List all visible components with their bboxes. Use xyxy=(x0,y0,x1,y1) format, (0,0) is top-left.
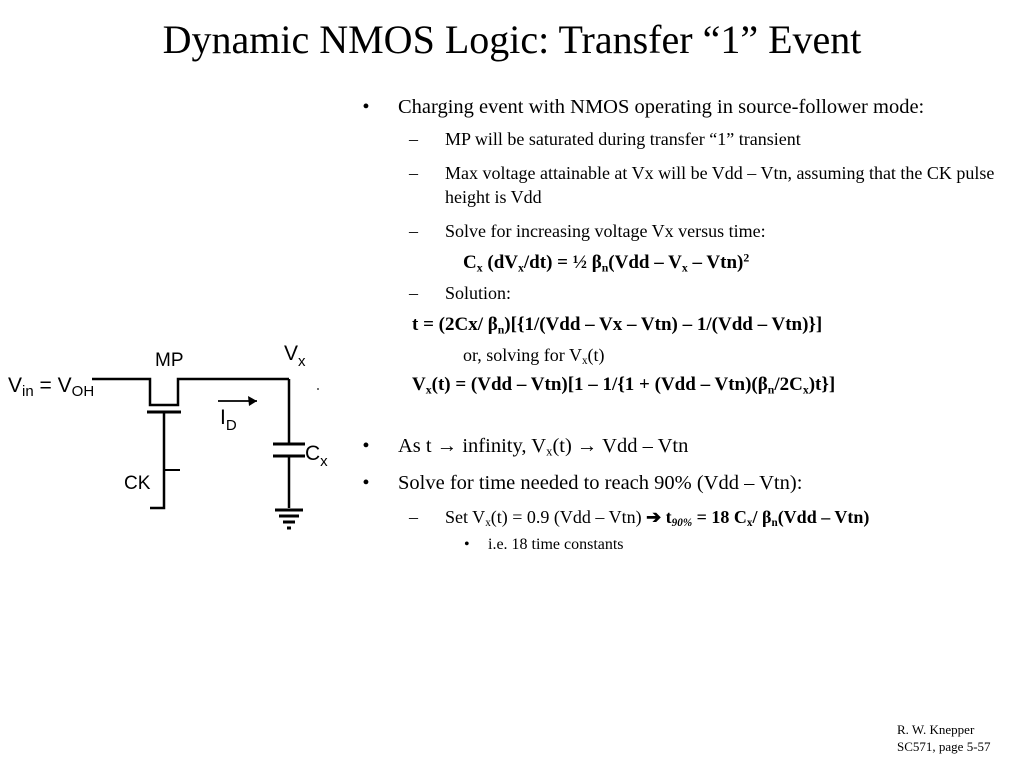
vin-label: Vin = VOH xyxy=(8,374,95,400)
bullet-text: Solve for time needed to reach 90% (Vdd – Vtn): xyxy=(398,472,803,494)
slide-title: Dynamic NMOS Logic: Transfer “1” Event xyxy=(162,17,862,62)
sub-bullet-text: Solve for increasing voltage Vx versus time: xyxy=(445,221,766,241)
scan-speck xyxy=(317,388,319,390)
slide-content xyxy=(356,94,1006,556)
ck-pulse xyxy=(150,470,180,508)
dash-marker: – xyxy=(409,163,418,183)
sub-bullet-text: Solution: xyxy=(445,283,512,303)
dash-marker: – xyxy=(409,221,418,241)
bullet-marker: • xyxy=(464,536,470,553)
bullet-marker: • xyxy=(362,435,370,457)
bullet-solve-time xyxy=(356,470,1006,497)
sub-bullet-set-vx xyxy=(356,505,1006,529)
sub-bullet-max-voltage xyxy=(356,161,1006,209)
footer-author: R. W. Knepper xyxy=(897,722,975,737)
arrow-icon: → xyxy=(436,435,458,457)
footer-page: SC571, page 5-57 xyxy=(897,739,991,754)
bullet-marker: • xyxy=(362,472,370,494)
sub-bullet-solve-increasing xyxy=(356,219,1006,243)
sub-bullet-solution xyxy=(356,281,1006,305)
dash-marker: – xyxy=(409,283,418,303)
bullet-charging-event xyxy=(356,94,1006,121)
sub-bullet-text: Set $V_x(t) = 0.9$ (Vdd – Vtn) ➔ $t_{90\%} = 18$ $C_x/$ $\beta_n(Vdd - Vtn)$ xyxy=(445,507,870,530)
sub-sub-bullet-time-constants xyxy=(356,534,1006,556)
dash-marker: – xyxy=(409,507,418,527)
differential-equation: $C_x$ $(dV_x/dt)$ = ½ $\beta_n(Vdd - V_x - Vtn)^2$ xyxy=(463,251,750,275)
arrow-icon: → xyxy=(576,435,598,457)
input-wire xyxy=(92,379,289,405)
bullet-marker: • xyxy=(362,96,370,118)
id-label: $I_D$ xyxy=(220,406,237,434)
sub-bullet-text: MP will be saturated during transfer “1” transient xyxy=(445,129,801,149)
vx-label: $V_x$ xyxy=(284,342,306,370)
time-solution-equation: t = (2Cx/ $\beta_n)[\{1/(Vdd$ – Vx – Vtn) – 1/(Vdd – Vtn)}] xyxy=(412,314,823,337)
vx-solution-equation: $V_x(t) = (Vdd - Vtn)[1 - 1/\{1 + (Vdd - Vtn)(\beta_n/2C_x)t\}]$ xyxy=(412,374,836,397)
sub-bullet-text: Max voltage attainable at Vx will be Vdd – Vtn, assuming that the CK pulse height is Vdd xyxy=(445,163,995,207)
gate-wire xyxy=(150,412,164,508)
bullet-text: As t → infinity, $V_x(t)$ → Vdd – Vtn xyxy=(398,435,689,459)
ground-symbol xyxy=(275,510,303,528)
circuit-schematic xyxy=(0,330,350,540)
current-arrowhead xyxy=(248,396,257,406)
sub-bullet-mp-saturated xyxy=(356,127,1006,151)
bullet-as-t-infinity xyxy=(356,433,1006,460)
or-solving-note: or, solving for $V_x(t)$ xyxy=(463,345,605,368)
mp-label: MP xyxy=(155,350,184,371)
sub-sub-bullet-text: i.e. 18 time constants xyxy=(488,536,624,553)
bullet-text: Charging event with NMOS operating in source-follower mode: xyxy=(398,96,925,118)
footer xyxy=(897,721,991,755)
cx-label: $C_x$ xyxy=(305,442,328,470)
ck-label: CK xyxy=(124,473,151,494)
dash-marker: – xyxy=(409,129,418,149)
bold-arrow-icon: ➔ xyxy=(646,507,662,527)
